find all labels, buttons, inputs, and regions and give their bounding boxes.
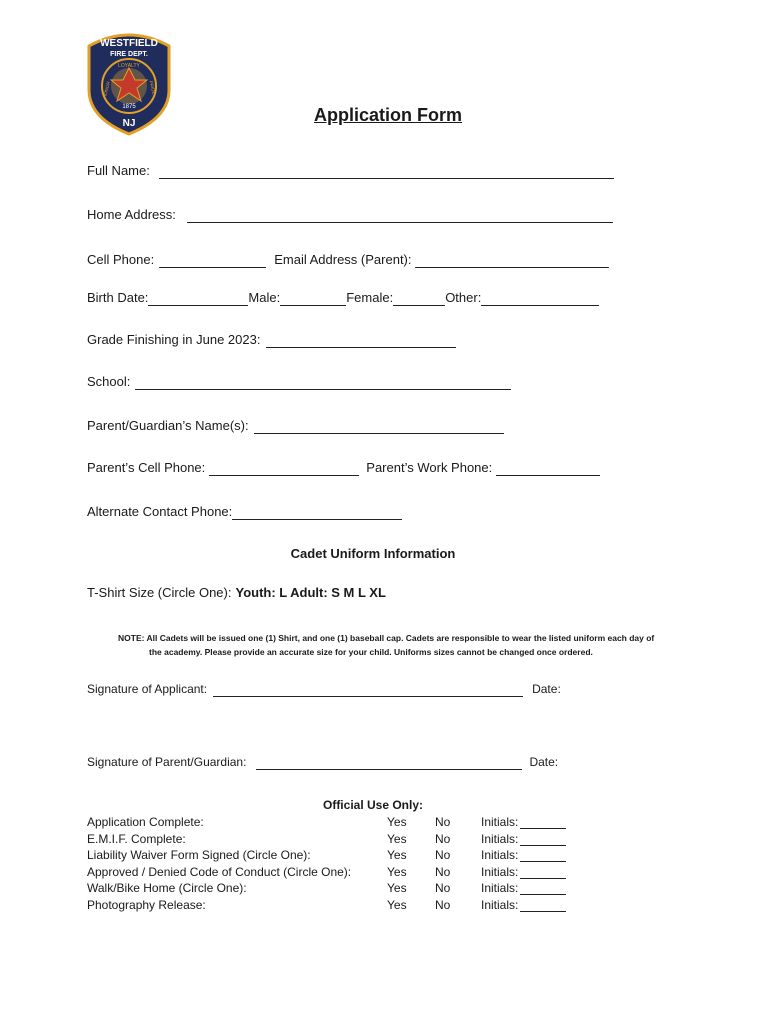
official-row-label: Approved / Denied Code of Conduct (Circle One): [87,864,352,879]
no-option[interactable]: No [435,815,451,830]
cell-phone-field[interactable] [159,253,266,268]
male-field[interactable] [280,291,346,306]
tshirt-options[interactable]: Youth: L Adult: S M L XL [235,585,386,600]
yes-option[interactable]: Yes [387,815,407,830]
initials-field[interactable] [520,900,566,912]
grade-row [87,332,456,348]
home-address-label: Home Address: [87,207,176,222]
parent-work-label: Parent’s Work Phone: [366,460,493,475]
official-use-table [87,814,566,913]
initials-field[interactable] [520,850,566,862]
parent-cell-label: Parent’s Cell Phone: [87,460,206,475]
no-option[interactable]: No [435,831,451,846]
official-row-label: E.M.I.F. Complete: [87,831,186,846]
guardian-signature-field[interactable] [256,755,522,770]
official-row-label: Liability Waiver Form Signed (Circle One): [87,848,311,863]
full-name-label: Full Name: [87,163,150,178]
male-label: Male: [248,290,281,305]
guardian-signature-row [87,754,558,770]
official-use-heading: Official Use Only: [322,798,424,812]
other-label: Other: [445,290,482,305]
home-address-row [87,207,613,223]
email-parent-label: Email Address (Parent): [274,252,412,267]
school-row [87,374,511,390]
tshirt-row [87,585,386,601]
logo-motto-mid: LOYALTY [118,63,140,69]
birth-gender-row [87,290,599,306]
parent-work-field[interactable] [496,461,600,476]
official-row [87,847,566,864]
yes-option[interactable]: Yes [387,848,407,863]
official-row-label: Walk/Bike Home (Circle One): [87,881,247,896]
yes-option[interactable]: Yes [387,831,407,846]
no-option[interactable]: No [435,881,451,896]
school-field[interactable] [135,375,511,390]
guardian-names-label: Parent/Guardian’s Name(s): [87,418,249,433]
official-row-label: Photography Release: [87,897,206,912]
parent-phones-row [87,460,600,476]
alt-contact-label: Alternate Contact Phone: [87,504,233,519]
guardian-date-label: Date: [529,755,559,769]
female-field[interactable] [393,291,445,306]
home-address-field[interactable] [187,208,613,223]
initials-label: Initials: [481,897,519,912]
logo-text-sub: FIRE DEPT. [110,51,148,58]
other-field[interactable] [481,291,599,306]
applicant-signature-row [87,681,561,697]
yes-option[interactable]: Yes [387,881,407,896]
logo-text-top: WESTFIELD [100,38,158,49]
logo-motto-right: PRIDE [148,80,157,95]
official-row [87,897,566,914]
uniform-note-line1: NOTE: All Cadets will be issued one (1) Shirt, and one (1) baseball cap. Cadets are responsible to wear the listed uniform each day of [118,633,655,643]
no-option[interactable]: No [435,897,451,912]
initials-label: Initials: [481,881,519,896]
birth-date-label: Birth Date: [87,290,149,305]
official-row [87,864,566,881]
guardian-names-field[interactable] [254,419,504,434]
birth-date-field[interactable] [148,291,248,306]
female-label: Female: [346,290,394,305]
cell-phone-label: Cell Phone: [87,252,155,267]
yes-option[interactable]: Yes [387,864,407,879]
grade-label: Grade Finishing in June 2023: [87,332,261,347]
full-name-row [87,163,614,179]
initials-label: Initials: [481,815,519,830]
parent-cell-field[interactable] [209,461,359,476]
full-name-field[interactable] [159,164,614,179]
initials-label: Initials: [481,864,519,879]
uniform-heading: Cadet Uniform Information [290,546,456,561]
applicant-signature-field[interactable] [213,682,523,697]
official-row [87,831,566,848]
yes-option[interactable]: Yes [387,897,407,912]
no-option[interactable]: No [435,864,451,879]
initials-field[interactable] [520,817,566,829]
grade-field[interactable] [266,333,456,348]
applicant-date-label: Date: [532,682,561,696]
page-title: Application Form [314,105,462,125]
official-row [87,814,566,831]
school-label: School: [87,374,131,389]
email-parent-field[interactable] [415,253,609,268]
initials-field[interactable] [520,834,566,846]
guardian-names-row [87,418,504,434]
initials-label: Initials: [481,848,519,863]
official-row-label: Application Complete: [87,815,204,830]
initials-label: Initials: [481,831,519,846]
alt-contact-field[interactable] [232,505,402,520]
no-option[interactable]: No [435,848,451,863]
logo-motto-left: HONOR [101,80,112,99]
guardian-signature-label: Signature of Parent/Guardian: [87,755,247,769]
initials-field[interactable] [520,867,566,879]
logo-state: NJ [122,118,136,129]
cell-email-row [87,252,609,268]
official-row [87,880,566,897]
initials-field[interactable] [520,883,566,895]
applicant-signature-label: Signature of Applicant: [87,682,208,696]
uniform-note-line2: the academy. Please provide an accurate size for your child. Uniforms sizes cannot be changed once ordered. [149,647,593,657]
tshirt-label: T-Shirt Size (Circle One): [87,585,232,600]
alt-contact-row [87,504,402,520]
logo-year: 1875 [122,104,136,110]
